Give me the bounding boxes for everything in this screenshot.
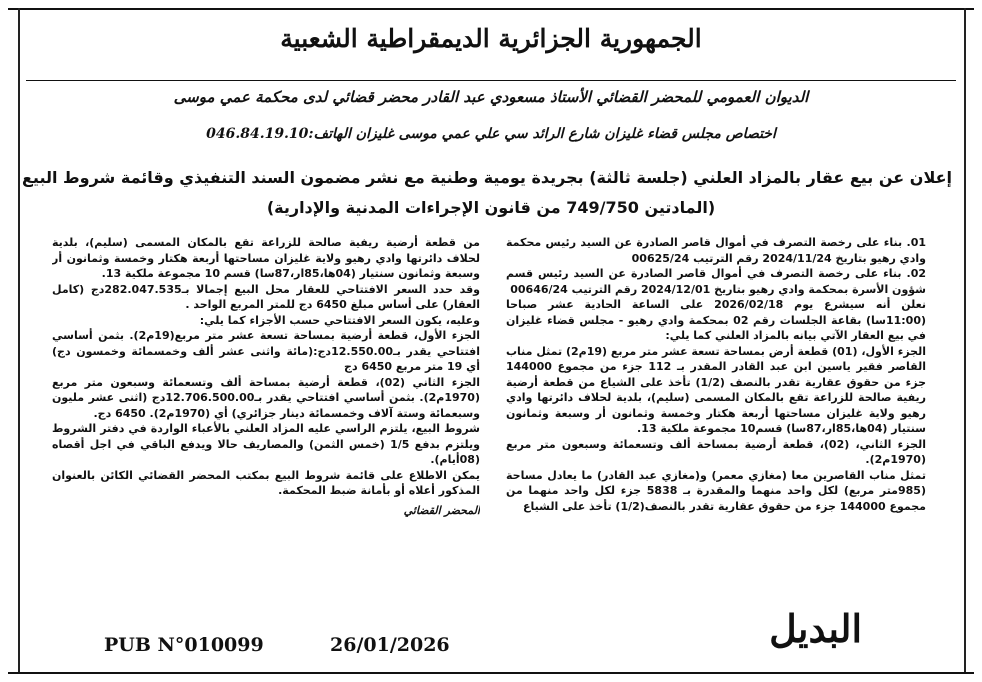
paragraph: الجزء الثاني، (02)، قطعة أرضية بمساحة ألف وتسعمائة وسبعون متر مربع (1970م2). bbox=[506, 437, 926, 466]
body-column-left bbox=[52, 235, 480, 595]
paragraph: الجزء الأول، (01) قطعة أرض بمساحة تسعة عشر متر مربع (19م2) تمثل مناب القاصر فقير ياسين ابن عبد القادر المقدر بـ 112 جزء من مجموع 144000 جزء من حقوق عقارية تقدر بالنصف (1/2) تأخذ على الشياع من قطعة أرضية ريفية صالحة للزراعة تقع بالمكان المسمى (سليم)، بلدية لحلاف دائرتها وادي رهيو ولاية غليزان مساحتها أربعة هكتار وخمسة وثمانون أر وسبعة وثمانون سنتيار (04ها،85ار،87سا) قسم10 مجموعة ملكية 13. bbox=[506, 344, 926, 435]
bottom-rule bbox=[8, 672, 974, 674]
paragraph: تمثل مناب القاصرين معا (مغازي معمر) و(مغازي عبد القادر) ما يعادل مساحة (985متر مربع) لكل واحد منهما والمقدرة بـ 5838 جزء لكل واحد منهما من مجموع 144000 جزء من حقوق عقارية تقدر بالنصف(1/2) تأخذ على الشياع bbox=[506, 468, 926, 513]
badil-label: البديل bbox=[769, 606, 862, 651]
office-line: الديوان العمومي للمحضر القضائي الأستاذ مسعودي عبد القادر محضر قضائي لدى محكمة عمي موسى bbox=[173, 88, 809, 106]
publication-date: 26/01/2026 bbox=[330, 634, 450, 656]
paragraph: الجزء الثاني (02)، قطعة أرضية بمساحة ألف وتسعمائة وسبعون متر مربع (1970م2). بثمن أساسي افتتاحي يقدر بـ12.706.500.00دج (اثنى عشر مليون وسبعمائة وستة آلاف وخمسمائة دينار جزائري) أي (1970م2). 6450 دج. bbox=[52, 375, 480, 420]
bailiff-signature: المحضر القضائي bbox=[403, 503, 480, 517]
pub-number: PUB N°010099 bbox=[104, 634, 264, 656]
paragraph: يمكن الاطلاع على قائمة شروط البيع بمكتب المحضر القضائي الكائن بالعنوان المذكور أعلاه أو بأمانة ضبط المحكمة. bbox=[52, 468, 480, 497]
paragraph: وعليه، يكون السعر الافتتاحي حسب الأجزاء كما يلي: bbox=[199, 313, 480, 327]
paragraph: وقد حدد السعر الافتتاحي للعقار محل البيع إجمالا بـ282.047.535دج (كامل العقار) على أساس مبلغ 6450 دج للمتر المربع الواحد . bbox=[52, 282, 480, 311]
paragraph: 01. بناء على رخصة التصرف في أموال قاصر الصادرة عن السيد رئيس محكمة وادي رهيو بتاريخ 2024/11/24 رقم الترتيب 00625/24 bbox=[506, 236, 926, 265]
paragraph: شروط البيع، يلتزم الراسي عليه المزاد العلني بالأعباء الواردة في دفتر الشروط ويلتزم بدفع 1/5 (خمس الثمن) والمصاريف حالا ويدفع الباقي في اجل أقصاه (08أيام). bbox=[52, 422, 480, 466]
notice-subtitle: (المادتين 749/750 من قانون الإجراءات المدنية والإدارية) bbox=[266, 198, 716, 217]
body-column-right bbox=[506, 235, 926, 615]
jurisdiction-line: اختصاص مجلس قضاء غليزان شارع الرائد سي علي عمي موسى غليزان الهاتف:046.84.19.10 bbox=[206, 126, 776, 142]
paragraph: الجزء الأول، قطعة أرضية بمساحة تسعة عشر متر مربع(19م2). بثمن أساسي افتتاحي يقدر بـ12.550.00دج:(مائة واثنى عشر ألف وخمسمائة وخمسون دج) أي 19 متر مربع 6450 دج bbox=[52, 329, 480, 373]
notice-title: إعلان عن بيع عقار بالمزاد العلني (جلسة ثالثة) بجريدة يومية وطنية مع نشر مضمون السند التنفيذي وقائمة شروط البيع bbox=[21, 168, 952, 187]
paragraph: نعلن أنه سيشرع يوم 2026/02/18 على الساعة الحادية عشر صباحا (11:00سا) بقاعة الجلسات رقم 02 بمحكمة وادي رهيو - مجلس قضاء غليزان في بيع العقار الآتي بيانه بالمزاد العلني كما يلي: bbox=[506, 298, 926, 342]
republic-heading: الجمهورية الجزائرية الديمقراطية الشعبية bbox=[280, 24, 702, 53]
paragraph: من قطعة أرضية ريفية صالحة للزراعة تقع بالمكان المسمى (سليم)، بلدية لحلاف دائرتها وادي رهيو ولاية غليزان مساحتها أربعة هكتار وخمسة وثمانون أر وسبعة وثمانون سنتيار (04ها،85ار،87سا) قسم 10 مجموعة ملكية 13. bbox=[52, 236, 480, 280]
header-divider bbox=[26, 80, 956, 81]
paragraph: 02. بناء على رخصة التصرف في أموال قاصر الصادرة عن السيد رئيس قسم شؤون الأسرة بمحكمة وادي رهيو بتاريخ 2024/12/01 رقم الترتيب 00646/24 bbox=[506, 267, 926, 296]
